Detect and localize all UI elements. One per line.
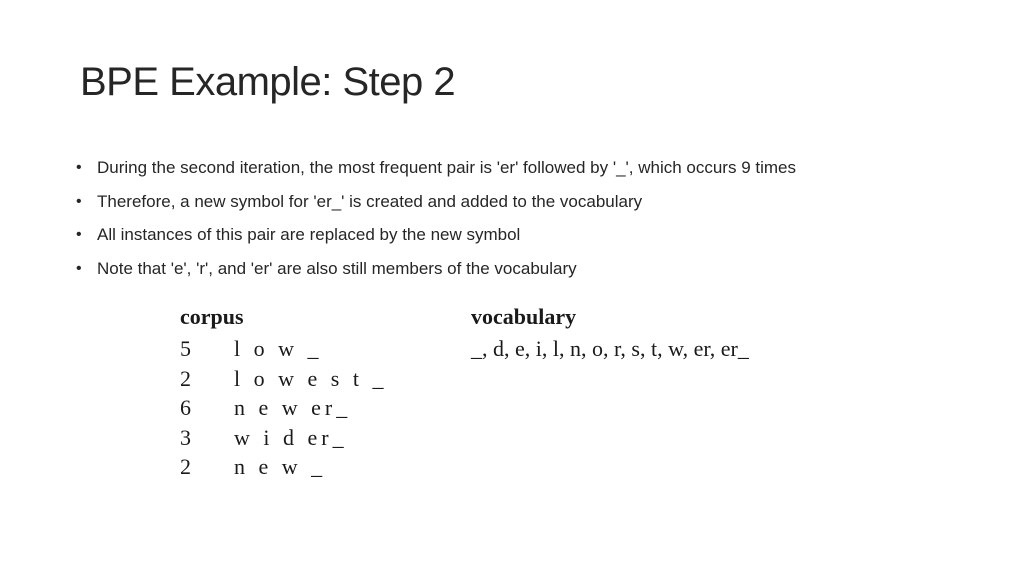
bullet-text: During the second iteration, the most frequent pair is 'er' followed by '_', which occurs 9 times: [97, 158, 796, 177]
corpus-word: n e w er_: [234, 395, 352, 421]
corpus-word: l o w e s t _: [234, 365, 388, 391]
corpus-count: 6: [180, 395, 191, 421]
bullet-text: Note that 'e', 'r', and 'er' are also still members of the vocabulary: [97, 259, 577, 279]
corpus-count: 3: [180, 424, 191, 450]
bullet-dot-icon: •: [76, 260, 82, 278]
bullet-item: [76, 189, 976, 223]
vocabulary-list: _, d, e, i, l, n, o, r, s, t, w, er, er_: [471, 336, 749, 361]
corpus-word: l o w _: [234, 336, 323, 361]
corpus-count: 5: [180, 336, 191, 361]
bullet-dot-icon: •: [76, 192, 82, 210]
bullet-dot-icon: •: [76, 159, 82, 176]
corpus-word: w i d er_: [234, 424, 348, 450]
bullet-text: All instances of this pair are replaced by the new symbol: [97, 225, 521, 245]
bullet-text: Therefore, a new symbol for 'er_' is created and added to the vocabulary: [97, 191, 643, 211]
slide-title: BPE Example: Step 2: [80, 60, 456, 104]
corpus-count: 2: [180, 365, 191, 391]
vocabulary-header: vocabulary: [471, 304, 577, 329]
bullet-item: [76, 256, 976, 290]
bullet-item: [76, 222, 976, 256]
corpus-word: n e w _: [234, 454, 327, 480]
corpus-header: corpus: [180, 304, 244, 329]
bullet-dot-icon: •: [76, 226, 82, 244]
bullet-item: [76, 155, 976, 189]
bullet-list: [76, 155, 976, 290]
corpus-count: 2: [180, 454, 191, 480]
